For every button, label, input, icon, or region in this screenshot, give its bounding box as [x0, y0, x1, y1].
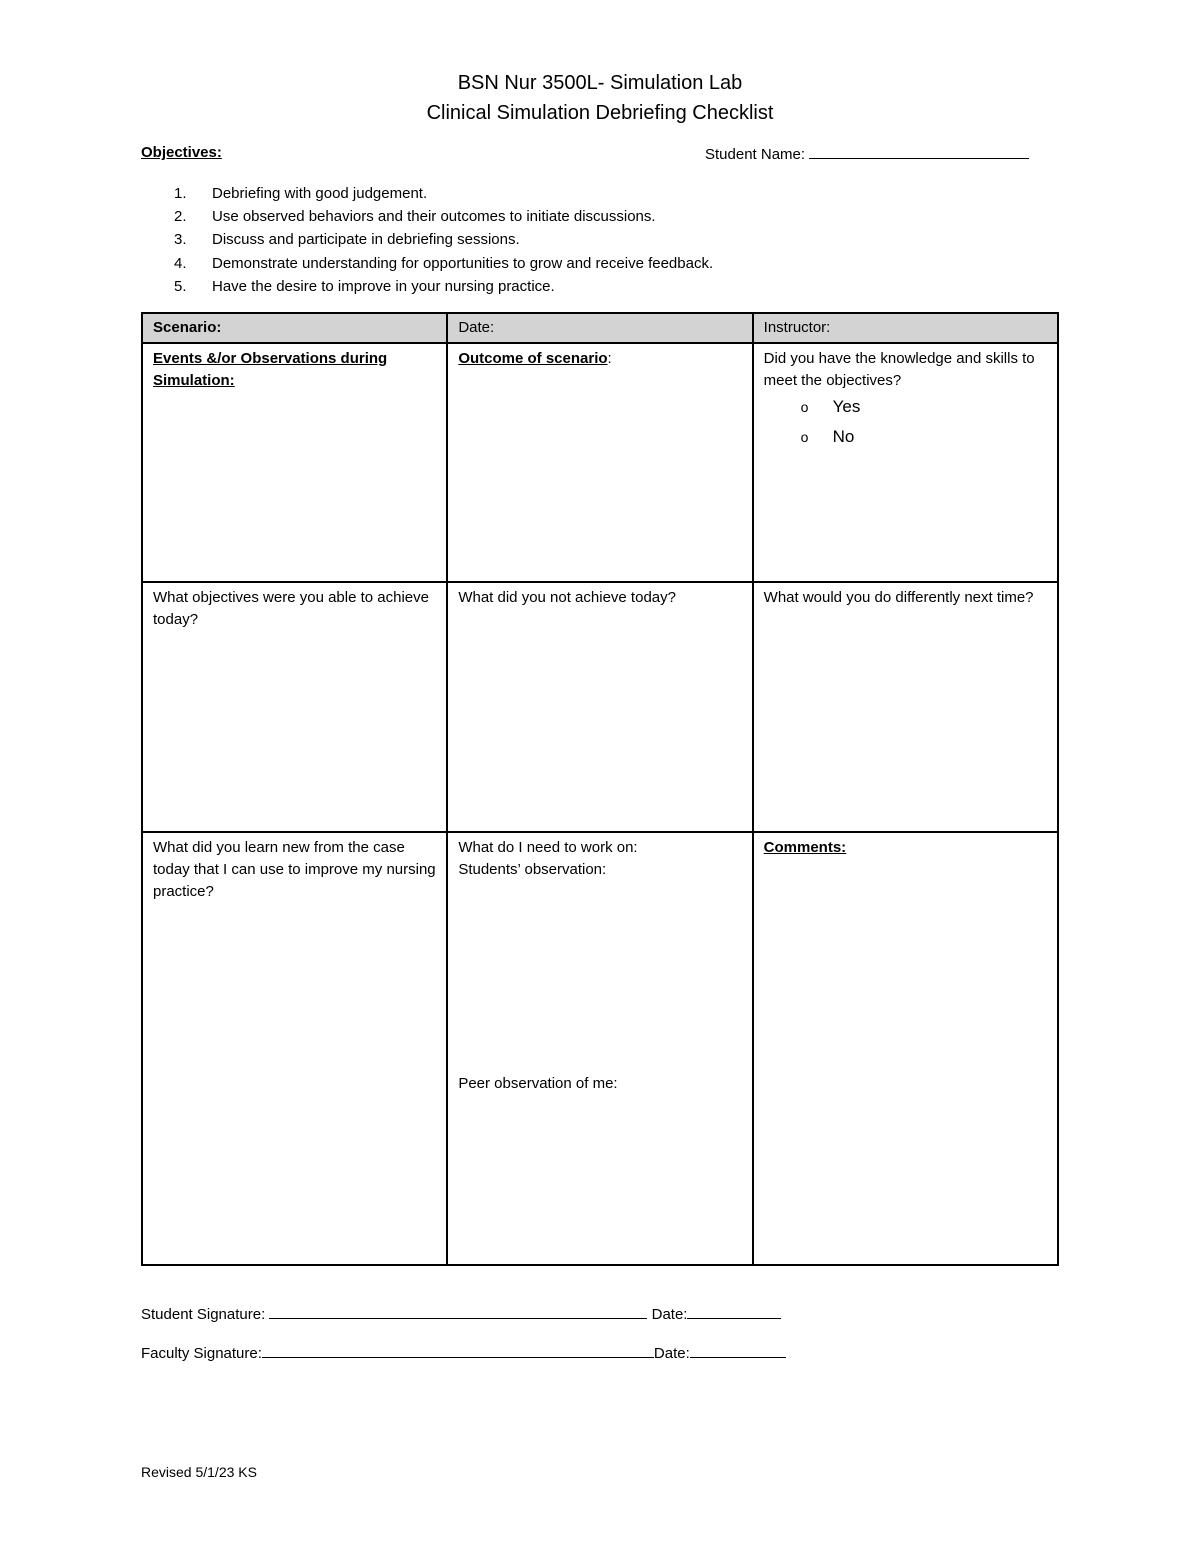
work-on-cell[interactable]: What do I need to work on: Students’ observation: Peer observation of me: [447, 832, 752, 1265]
events-label: Events &/or Observations during Simulation: [153, 350, 388, 389]
objectives-list [172, 182, 713, 298]
objective-item: 3. Discuss and participate in debriefing sessions. [174, 231, 520, 249]
student-signature-row: Student Signature: Date: [141, 1304, 781, 1323]
achieved-cell[interactable]: What objectives were you able to achieve today? [142, 582, 447, 832]
date-cell[interactable]: Date: [447, 313, 752, 343]
outcome-label: Outcome of scenario [458, 350, 608, 367]
objective-item: 5. Have the desire to improve in your nursing practice. [174, 277, 555, 295]
outcome-cell[interactable]: Outcome of scenario: [447, 343, 752, 582]
faculty-date-line[interactable] [690, 1343, 786, 1358]
student-signature-line[interactable] [269, 1304, 647, 1319]
objective-item: 2. Use observed behaviors and their outcomes to initiate discussions. [174, 208, 656, 226]
checkbox-icon[interactable]: o [800, 429, 809, 445]
events-cell[interactable] [142, 343, 447, 582]
page-subtitle: Clinical Simulation Debriefing Checklist [426, 102, 774, 124]
objectives-heading: Objectives: [141, 144, 222, 161]
knowledge-cell [753, 343, 1058, 582]
checkbox-icon[interactable]: o [800, 399, 809, 415]
table-row [142, 832, 1058, 1265]
table-header-row [142, 313, 1058, 343]
knowledge-question: Did you have the knowledge and skills to meet the objectives? [763, 350, 1035, 389]
faculty-signature-row: Faculty Signature: Date: [141, 1343, 786, 1362]
comments-label: Comments: [763, 839, 847, 856]
instructor-cell[interactable]: Instructor: [753, 313, 1058, 343]
debriefing-table [141, 312, 1059, 1266]
faculty-signature-line[interactable] [262, 1343, 654, 1358]
comments-cell[interactable] [753, 832, 1058, 1265]
table-row [142, 343, 1058, 582]
objective-item: 1. Debriefing with good judgement. [174, 185, 428, 202]
option-no[interactable]: o No [801, 422, 1047, 452]
student-name-label: Student Name: [705, 146, 806, 163]
option-yes[interactable]: o Yes [801, 392, 1047, 422]
page-title: BSN Nur 3500L- Simulation Lab [457, 72, 743, 94]
student-name-line[interactable] [809, 144, 1029, 159]
student-name-field[interactable] [705, 144, 1029, 163]
not-achieved-cell[interactable]: What did you not achieve today? [447, 582, 752, 832]
student-date-line[interactable] [687, 1304, 781, 1319]
learned-cell[interactable]: What did you learn new from the case today that I can use to improve my nursing practice? [142, 832, 447, 1265]
table-row [142, 582, 1058, 832]
differently-cell[interactable]: What would you do differently next time? [753, 582, 1058, 832]
objective-item: 4. Demonstrate understanding for opportunities to grow and receive feedback. [174, 254, 714, 272]
revision-note: Revised 5/1/23 KS [141, 1464, 257, 1480]
scenario-cell[interactable]: Scenario: [142, 313, 447, 343]
